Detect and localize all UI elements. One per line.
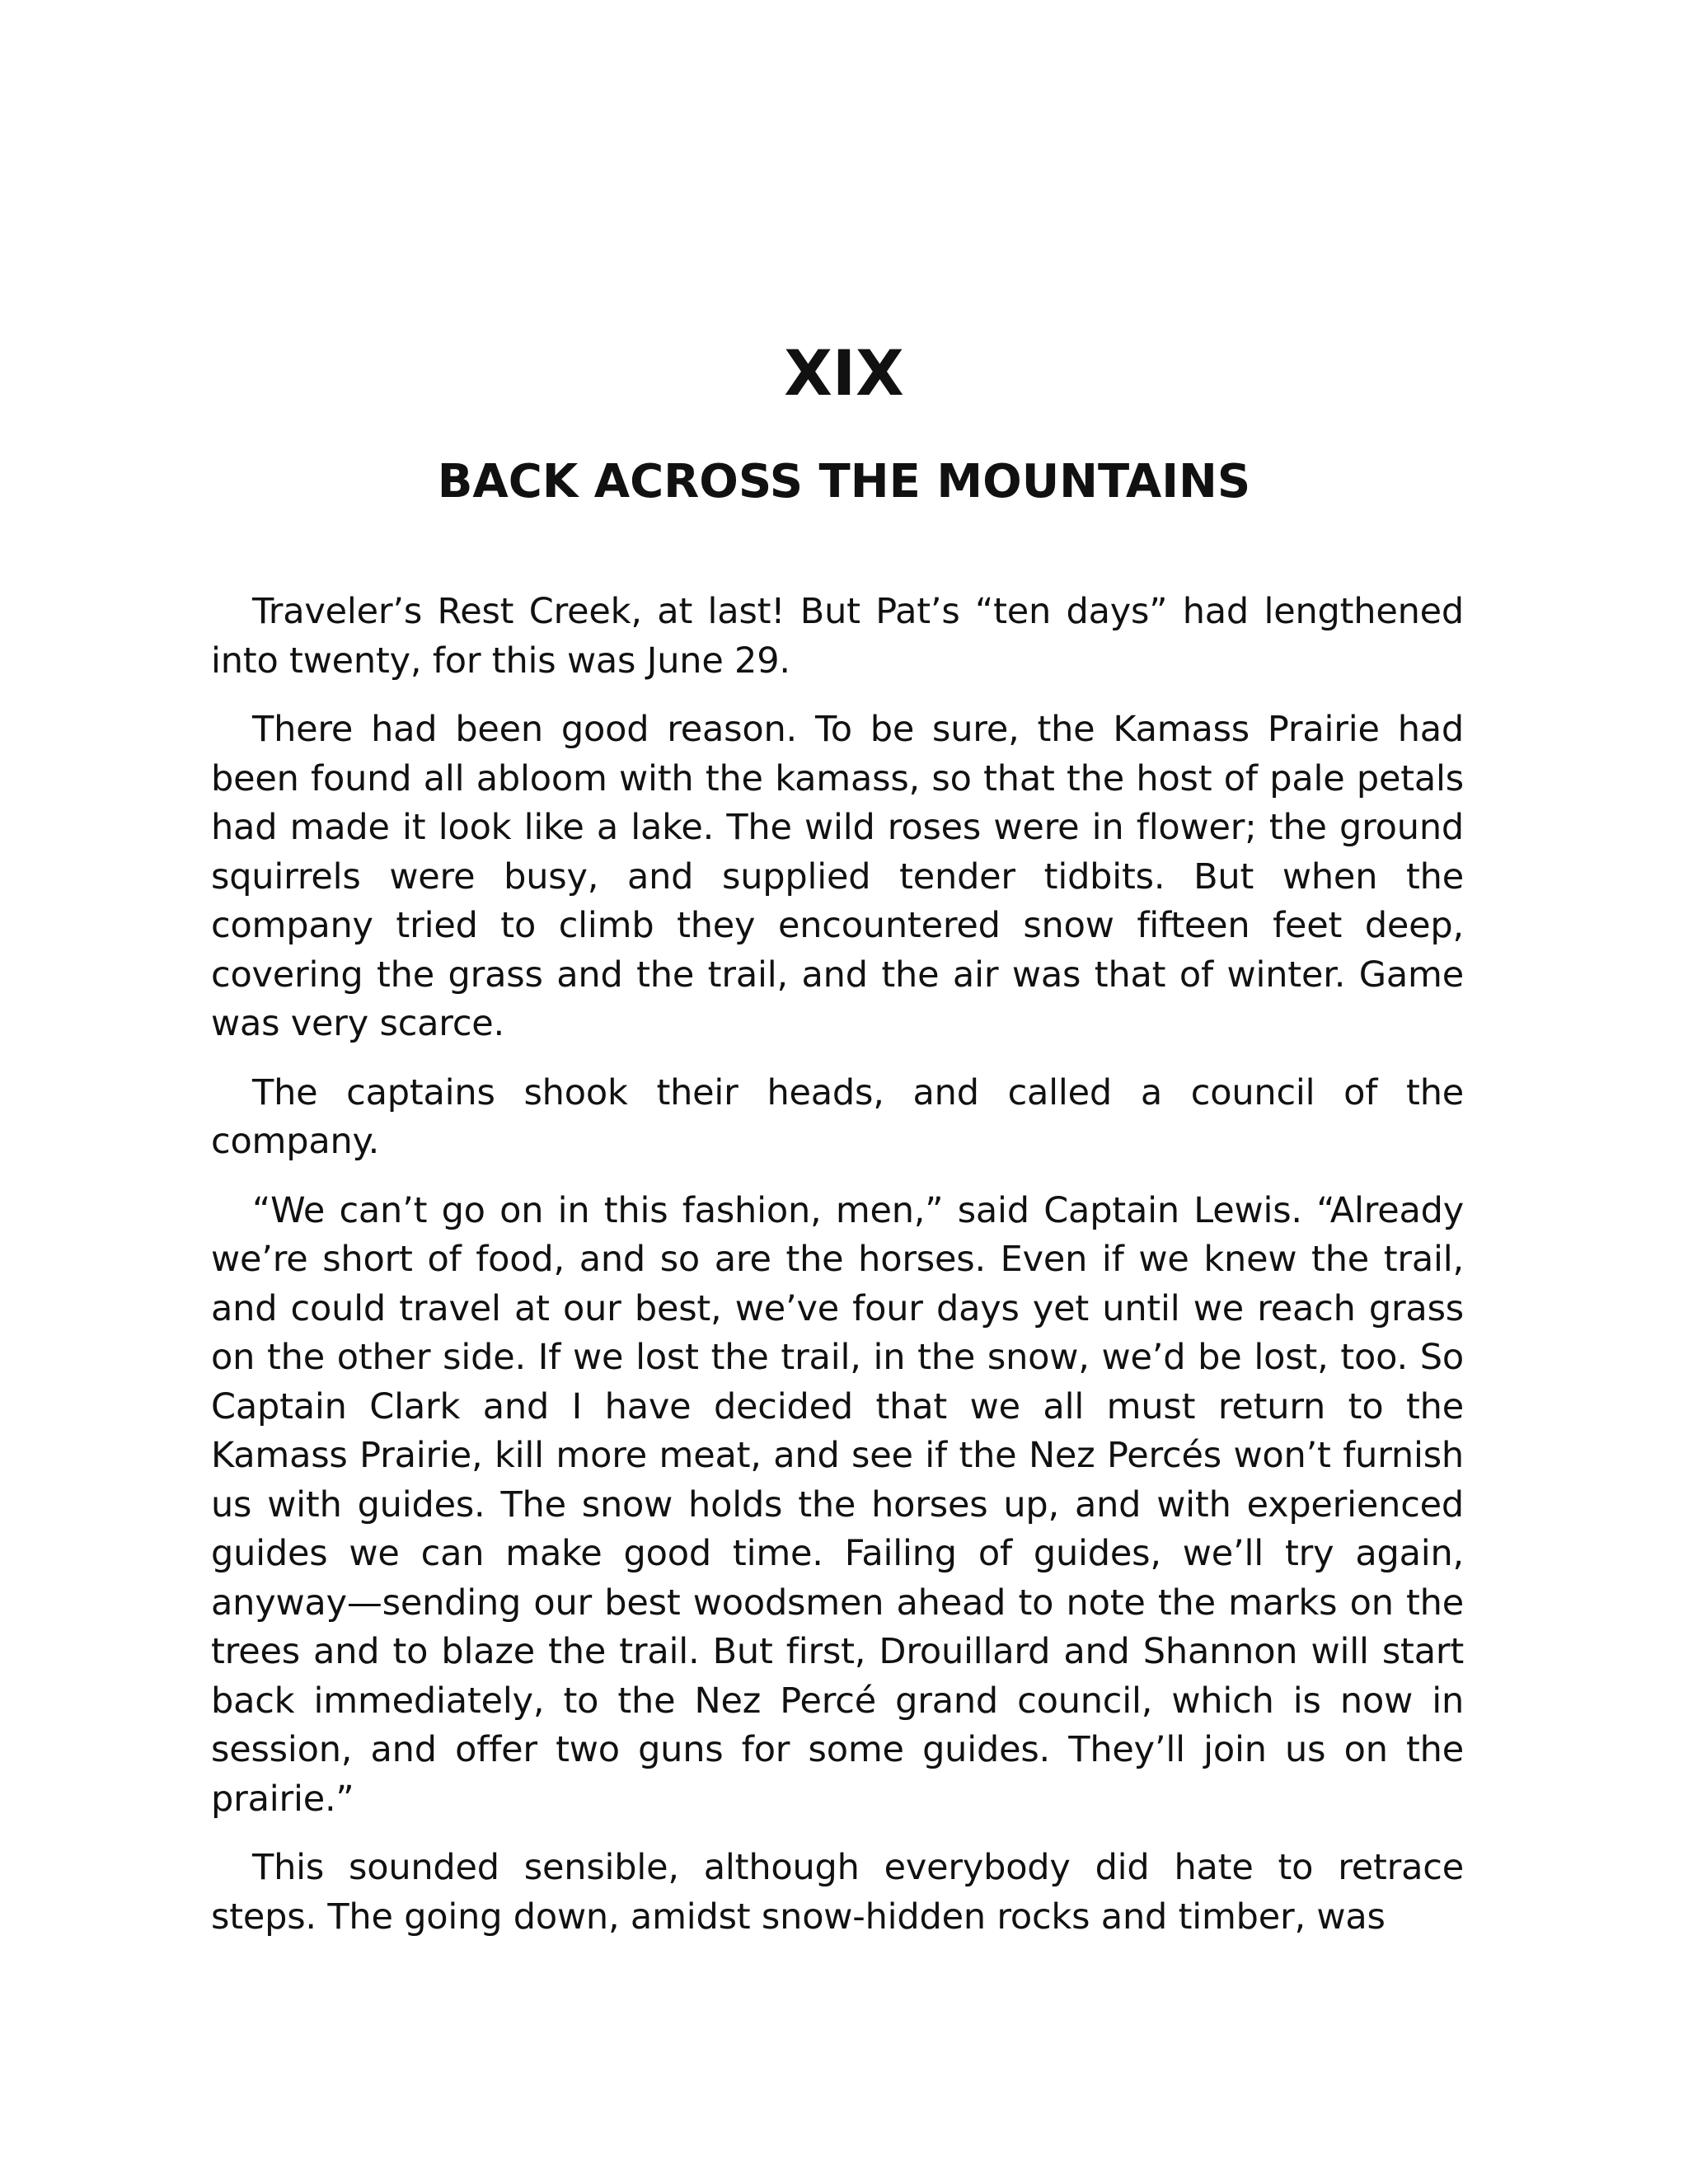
paragraph-5: This sounded sensible, although everybody did hate to retrace steps. The going down, amidst snow-hidden rocks and timber, was (211, 1847, 1464, 1938)
chapter-number: XIX (784, 336, 904, 410)
paragraph-3: The captains shook their heads, and called a council of the company. (211, 1071, 1464, 1162)
paragraph-2: There had been good reason. To be sure, the Kamass Prairie had been found all abloom with the kamass, so that the host of pale petals had made it look like a lake. The wild roses were in flower; the ground squirrels were busy, and supplied tender tidbits. But when the company tried to climb they encountered snow fifteen feet deep, covering the grass and the trail, and the air was that of winter. Game was very scarce. (211, 709, 1464, 1044)
paragraph-4: “We can’t go on in this fashion, men,” said Captain Lewis. “Already we’re short of food, and so are the horses. Even if we knew the trail, and could travel at our best, we’ve four days yet until we reach grass on the other side. If we lost the trail, in the snow, we’d be lost, too. So Captain Clark and I have decided that we all must return to the Kamass Prairie, kill more meat, and see if the Nez Percés won’t furnish us with guides. The snow holds the horses up, and with experienced guides we can make good time. Failing of guides, we’ll try again, anyway—sending our best woodsmen ahead to note the marks on the trees and to blaze the trail. But first, Drouillard and Shannon will start back immediately, to the Nez Percé grand council, which is now in session, and offer two guns for some guides. They’ll join us on the prairie.” (211, 1189, 1464, 1820)
chapter-title: BACK ACROSS THE MOUNTAINS (437, 455, 1251, 509)
paragraph-1: Traveler’s Rest Creek, at last! But Pat’s “ten days” had lengthened into twenty, for this was June 29. (211, 591, 1464, 682)
chapter-body (211, 588, 1464, 1961)
